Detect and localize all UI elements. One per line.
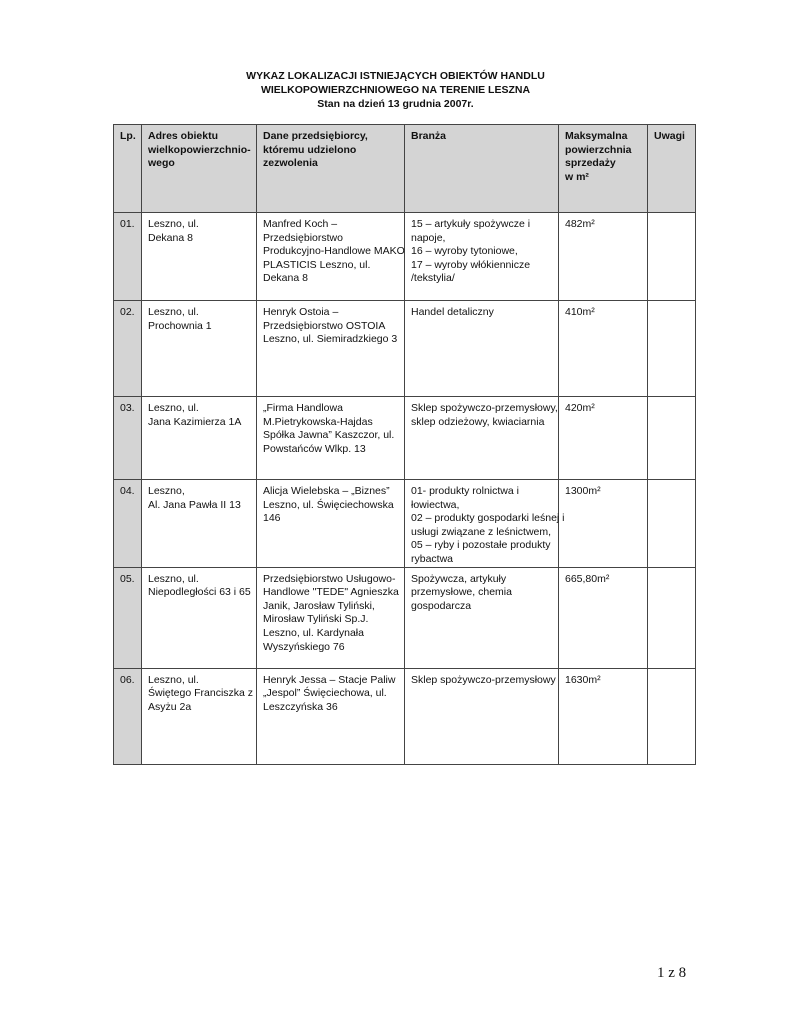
title-line-3: Stan na dzień 13 grudnia 2007r. <box>317 98 474 110</box>
cell-line: 01- produkty rolnictwa i <box>411 485 519 497</box>
table-header-row <box>114 125 696 213</box>
cell-notes <box>648 668 696 764</box>
cell-line: Wyszyńskiego 76 <box>263 640 345 653</box>
cell-line: Al. Jana Pawła II 13 <box>148 498 241 511</box>
cell-line: 146 <box>263 512 281 525</box>
cell-line: Świętego Franciszka z <box>148 687 254 700</box>
cell-lp: 05. <box>114 567 142 668</box>
cell-line: Leszczyńska 36 <box>263 700 338 713</box>
cell-notes <box>648 480 696 568</box>
cell-firm <box>257 567 405 668</box>
cell-branch <box>405 668 559 764</box>
header-lp <box>114 125 142 213</box>
header-notes <box>648 125 696 213</box>
cell-line: Prochownia 1 <box>148 319 212 332</box>
cell-line: Produkcyjno-Handlowe MAKO <box>263 245 405 258</box>
cell-notes <box>648 301 696 397</box>
cell-area: 1630m² <box>559 668 648 764</box>
stores-table <box>113 124 696 765</box>
cell-line: Jana Kazimierza 1A <box>148 415 242 428</box>
document-title <box>0 69 791 111</box>
cell-line: w m² <box>565 170 589 183</box>
cell-firm <box>257 668 405 764</box>
cell-line: powierzchnia <box>565 143 632 156</box>
cell-branch <box>405 480 565 568</box>
cell-line: przemysłowe, chemia <box>411 586 512 599</box>
page-number: 1 z 8 <box>657 965 687 981</box>
cell-firm <box>257 213 405 301</box>
cell-address <box>142 567 257 668</box>
cell-address <box>142 301 257 397</box>
cell-line: Asyżu 2a <box>148 700 192 713</box>
cell-line: Henryk Ostoia – <box>263 306 339 318</box>
cell-line: PLASTICIS Leszno, ul. <box>263 258 371 271</box>
cell-address <box>142 480 257 568</box>
cell-line: Dekana 8 <box>263 272 308 285</box>
table-row <box>114 668 696 764</box>
cell-line: Dekana 8 <box>148 231 193 244</box>
cell-lp: 03. <box>114 397 142 480</box>
cell-line: Lp. <box>120 130 136 142</box>
table-row <box>114 397 696 480</box>
cell-line: Maksymalna <box>565 130 628 142</box>
cell-area: 410m² <box>559 301 648 397</box>
table-row <box>114 567 696 668</box>
cell-notes <box>648 213 696 301</box>
title-line-1: WYKAZ LOKALIZACJI ISTNIEJĄCYCH OBIEKTÓW HANDLU <box>246 70 545 82</box>
cell-line: Leszno, ul. Siemiradzkiego 3 <box>263 333 398 346</box>
cell-line: Alicja Wielebska – „Biznes” <box>263 485 390 497</box>
cell-area: 482m² <box>559 213 648 301</box>
cell-line: Przedsiębiorstwo OSTOIA <box>263 319 386 332</box>
header-branch <box>405 125 559 213</box>
cell-line: Leszno, ul. Święciechowska <box>263 498 394 511</box>
cell-notes <box>648 397 696 480</box>
cell-line: sprzedaży <box>565 157 616 170</box>
cell-line: Leszno, ul. <box>148 673 199 686</box>
cell-line: Powstańców Wlkp. 13 <box>263 442 366 455</box>
cell-line: 15 – artykuły spożywcze i <box>411 218 531 230</box>
cell-line: Leszno, ul. <box>148 572 199 585</box>
cell-line: Niepodległości 63 i 65 <box>148 586 251 599</box>
cell-firm <box>257 301 405 397</box>
cell-line: Spółka Jawna” Kaszczor, ul. <box>263 429 395 442</box>
cell-line: Branża <box>411 130 447 142</box>
cell-line: 17 – wyroby włókiennicze <box>411 258 531 271</box>
cell-line: Handlowe "TEDE" Agnieszka <box>263 586 399 599</box>
cell-branch <box>405 567 559 668</box>
cell-line: sklep odzieżowy, kwiaciarnia <box>411 415 545 428</box>
cell-area: 420m² <box>559 397 648 480</box>
cell-lp: 01. <box>114 213 142 301</box>
cell-line: Leszno, ul. <box>148 402 199 414</box>
header-firm <box>257 125 405 213</box>
cell-line: Leszno, ul. Kardynała <box>263 626 364 639</box>
cell-line: Dane przedsiębiorcy, <box>263 130 368 142</box>
cell-line: Sklep spożywczo-przemysłowy <box>411 673 556 686</box>
cell-line: wielkopowierzchnio- <box>148 143 251 156</box>
cell-line: Uwagi <box>654 130 685 142</box>
cell-branch <box>405 397 559 480</box>
cell-line: Henryk Jessa – Stacje Paliw <box>263 673 396 686</box>
title-line-2: WIELKOPOWIERZCHNIOWEGO NA TERENIE LESZNA <box>260 84 531 96</box>
cell-line: Adres obiektu <box>148 130 219 142</box>
cell-line: Mirosław Tyliński Sp.J. <box>263 613 369 626</box>
cell-line: Przedsiębiorstwo Usługowo- <box>263 572 396 585</box>
cell-line: 16 – wyroby tytoniowe, <box>411 245 518 258</box>
cell-line: rybactwa <box>411 552 454 565</box>
cell-line: usługi związane z leśnictwem, <box>411 525 552 538</box>
cell-line: 05 – ryby i pozostałe produkty <box>411 539 551 552</box>
cell-line: Manfred Koch – <box>263 218 338 230</box>
cell-line: łowiectwa, <box>411 498 460 511</box>
cell-line: M.Pietrykowska-Hajdas <box>263 415 373 428</box>
cell-firm <box>257 397 405 480</box>
cell-line: 02 – produkty gospodarki leśnej i <box>411 512 565 525</box>
table-row <box>114 480 696 568</box>
cell-line: /tekstylia/ <box>411 272 455 285</box>
cell-line: któremu udzielono <box>263 143 357 156</box>
header-area <box>559 125 648 213</box>
cell-line: Sklep spożywczo-przemysłowy, <box>411 402 558 414</box>
cell-branch <box>405 213 559 301</box>
cell-line: Spożywcza, artykuły <box>411 572 507 585</box>
cell-line: zezwolenia <box>263 157 318 170</box>
cell-line: Przedsiębiorstwo <box>263 231 343 244</box>
cell-address <box>142 397 257 480</box>
cell-firm <box>257 480 405 568</box>
cell-branch <box>405 301 559 397</box>
cell-line: gospodarcza <box>411 599 472 612</box>
cell-line: Leszno, <box>148 485 185 497</box>
cell-lp: 04. <box>114 480 142 568</box>
cell-line: Leszno, ul. <box>148 218 199 230</box>
cell-address <box>142 213 257 301</box>
header-address <box>142 125 257 213</box>
cell-address <box>142 668 257 764</box>
cell-line: Janik, Jarosław Tyliński, <box>263 599 375 612</box>
cell-line: „Jespol” Święciechowa, ul. <box>263 687 387 700</box>
cell-line: Leszno, ul. <box>148 306 199 318</box>
cell-area: 1300m² <box>559 480 648 568</box>
cell-line: wego <box>148 157 175 170</box>
table-row <box>114 213 696 301</box>
cell-notes <box>648 567 696 668</box>
cell-line: „Firma Handlowa <box>263 402 343 414</box>
cell-lp: 02. <box>114 301 142 397</box>
cell-lp: 06. <box>114 668 142 764</box>
cell-line: napoje, <box>411 231 446 244</box>
cell-line: Handel detaliczny <box>411 306 494 318</box>
cell-area: 665,80m² <box>559 567 648 668</box>
table-row <box>114 301 696 397</box>
